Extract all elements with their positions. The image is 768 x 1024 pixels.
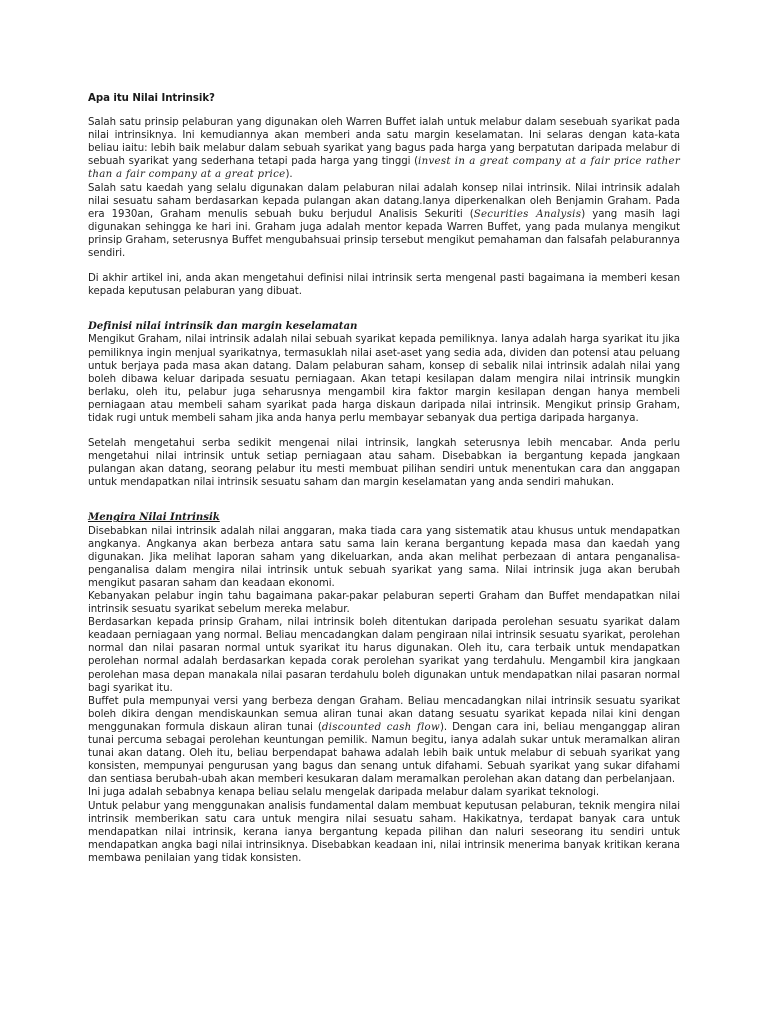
section2-paragraph-5: Ini juga adalah sebabnya kenapa beliau selalu mengelak daripada melabur dalam syarikat teknologi. (88, 787, 600, 799)
section2-paragraph-1: Disebabkan nilai intrinsik adalah nilai anggaran, maka tiada cara yang sistematik atau khusus untuk mendapatkan angkanya. Angkanya akan berbeza antara satu sama lain kerana bergantung kepada masa dan kaedah yang digunakan. Jika melihat laporan saham yang dikeluarkan, anda akan melihat perbezaan di antara penganalisa-penganalisa dalam mengira nilai intrinsik untuk sebuah syarikat yang sama. Nilai intrinsik juga akan berubah mengikut pasaran saham dan keadaan ekonomi. (88, 525, 680, 589)
section2-paragraph-3: Berdasarkan kepada prinsip Graham, nilai intrinsik boleh ditentukan daripada perolehan sesuatu syarikat dalam keadaan perniagaan yang normal. Beliau mencadangkan dalam pengiraan nilai intrinsik sesuatu syarikat, perolehan normal dan nilai pasaran normal untuk syarikat itu harus digunakan. Oleh itu, cara terbaik untuk mendapatkan perolehan normal adalah berdasarkan kepada corak perolehan syarikat yang terdahulu. Mengambil kira jangkaan perolehan masa depan manakala nilai pasaran terdahulu boleh digunakan untuk mendapatkan nilai pasaran normal bagi syarikat itu. (88, 617, 680, 694)
intro-paragraph-2 (88, 182, 680, 261)
section2-paragraph-6: Untuk pelabur yang menggunakan analisis fundamental dalam membuat keputusan pelaburan, teknik mengira nilai intrinsik memberikan satu cara untuk mengira nilai sesuatu saham. Hakikatnya, terdapat banyak cara untuk mendapatkan nilai intrinsik, kerana ianya bergantung kepada pilihan dan naluri seseorang itu sendiri untuk mendapatkan angka bagi nilai intrinsiknya. Disebabkan keadaan ini, nilai intrinsik menerima banyak kritikan kerana membawa penilaian yang tidak konsisten. (88, 800, 680, 864)
section2-paragraph-4 (88, 695, 680, 787)
intro-p2-text-a: Salah satu kaedah yang selalu digunakan dalam pelaburan nilai adalah konsep nilai intrinsik. Nilai intrinsik adalah nilai sesuatu saham berdasarkan kepada pulangan akan datang.Ianya diperkenalkan oleh Benjamin Graham. Pada era 1930an, Graham menulis sebuah buku berjudul Analisis Sekuriti ( (88, 182, 680, 220)
section1-heading: Definisi nilai intrinsik dan margin keselamatan (88, 320, 358, 333)
spacer (88, 260, 680, 272)
section1-paragraph-2: Setelah mengetahui serba sedikit mengenai nilai intrinsik, langkah seterusnya lebih mencabar. Anda perlu mengetahui nilai intrinsik untuk setiap perniagaan atau saham. Disebabkan ia bergantung kepada jangkaan pulangan akan datang, seorang pelabur itu mesti membuat pilihan sendiri untuk menentukan cara dan anggapan untuk mendapatkan nilai intrinsik sesuatu saham dan margin keselamatan yang anda sendiri mahukan. (88, 438, 680, 489)
section2-p4-text-b: ). Dengan cara ini, beliau menganggap aliran tunai percuma sebagai perolehan keuntungan pemilik. Namun begitu, ianya adalah sukar untuk meramalkan aliran tunai akan datang. Oleh itu, beliau berpendapat bahawa adalah lebih baik untuk melabur di sebuah syarikat yang konsisten, mempunyai pengurusan yang bagus dan senang untuk difahami. Sebuah syarikat yang sukar difahami dan sentiasa berubah-ubah akan memberi kesukaran dalam meramalkan perolehan akan datang dan perbelanjaan. (88, 721, 680, 786)
document-title: Apa itu Nilai Intrinsik? (88, 93, 215, 104)
document-page (88, 92, 680, 865)
section2-p4-text-a: Buffet pula mempunyai versi yang berbeza dengan Graham. Beliau mencadangkan nilai intrinsik sesuatu syarikat boleh dikira dengan mendiskaunkan semua aliran tunai akan datang sesuatu syarikat kepada nilai kini dengan menggunakan formula diskaun aliran tunai ( (88, 695, 680, 733)
intro-paragraph-1 (88, 116, 680, 181)
section2-paragraph-2: Kebanyakan pelabur ingin tahu bagaimana pakar-pakar pelaburan seperti Graham dan Buffet mendapatkan nilai intrinsik sesuatu syarikat sebelum mereka melabur. (88, 591, 680, 616)
section2-p4-term: discounted cash flow (321, 721, 440, 733)
spacer (88, 425, 680, 437)
intro-p1-text-a: Salah satu prinsip pelaburan yang digunakan oleh Warren Buffet ialah untuk melabur dalam sesebuah syarikat pada nilai intrinsiknya. Ini kemudiannya akan memberi anda satu margin keselamatan. Ini selaras dengan kata-kata beliau iaitu: lebih baik melabur dalam sebuah syarikat yang bagus pada harga yang berpatutan daripada melabur di sebuah syarikat yang sederhana tetapi pada harga yang tinggi ( (88, 117, 680, 168)
intro-paragraph-3: Di akhir artikel ini, anda akan mengetahui definisi nilai intrinsik serta mengenal pasti bagaimana ia memberi kesan kepada keputusan pelaburan yang dibuat. (88, 273, 680, 298)
section1-paragraph-1: Mengikut Graham, nilai intrinsik adalah nilai sebuah syarikat kepada pemiliknya. Ianya adalah harga syarikat itu jika pemiliknya ingin menjual syarikatnya, termasuklah nilai aset-aset yang sedia ada, dividen dan potensi atau peluang untuk berjaya pada masa akan datang. Dalam pelaburan saham, konsep di sebalik nilai intrinsik adalah nilai yang boleh dibawa keluar daripada sesuatu perniagaan. Akan tetapi kesilapan dalam mengira nilai intrinsik mungkin berlaku, oleh itu, pelabur juga seharusnya mengambil kira faktor margin kesilapan dengan hanya membeli perniagaan atau membeli saham syarikat pada harga diskaun daripada nilai intrinsik. Mengikut prinsip Graham, tidak rugi untuk membeli saham jika anda hanya perlu membayar sebanyak dua pertiga daripada harganya. (88, 334, 680, 424)
section2-heading: Mengira Nilai Intrinsik (88, 511, 220, 524)
intro-p1-text-b: ). (285, 169, 293, 181)
intro-p1-quote: invest in a great company at a fair price rather than a fair company at a great price (88, 156, 680, 181)
intro-p2-text-b: ) yang masih lagi digunakan sehingga ke hari ini. Graham juga adalah mentor kepada Warren Buffet, yang pada mulanya mengikut prinsip Graham, seterusnya Buffet mengubahsuai prinsip tersebut mengikut pemahaman dan falsafah pelaburannya sendiri. (88, 208, 681, 260)
intro-p2-book-title: Securities Analysis (473, 208, 582, 220)
spacer (88, 489, 680, 511)
spacer (88, 298, 680, 320)
